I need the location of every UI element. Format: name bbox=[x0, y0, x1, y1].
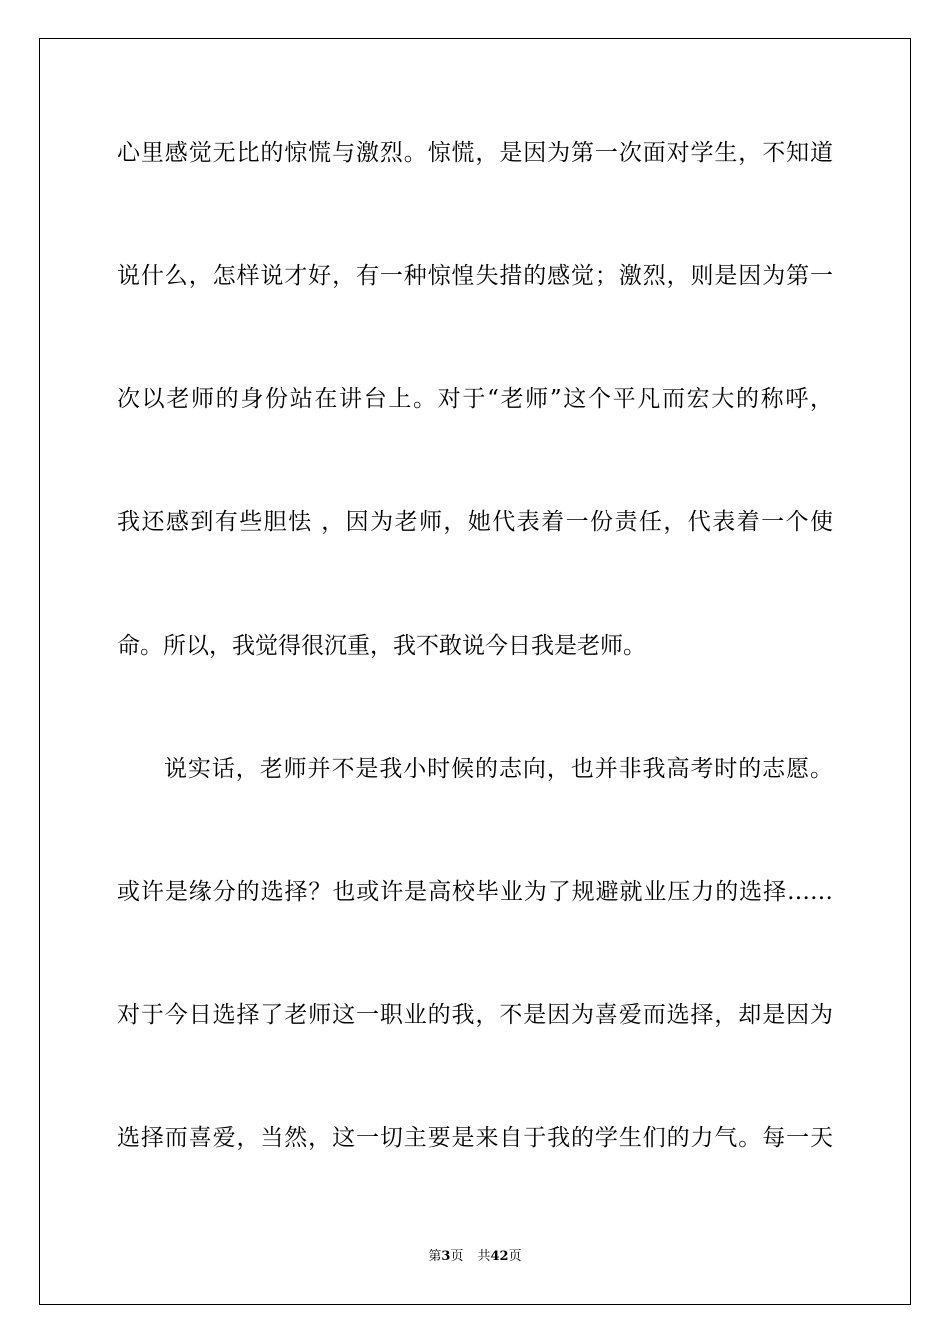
page-suffix: 页 bbox=[450, 1249, 464, 1264]
paragraph-line: 说什么，怎样说才好，有一种惊惶失措的感觉；激烈，则是因为第一 bbox=[117, 263, 833, 289]
page-prefix: 第 bbox=[428, 1249, 442, 1264]
total-prefix: 共 bbox=[477, 1249, 491, 1264]
paragraph-line: 说实话，老师并不是我小时候的志向，也并非我高考时的志愿。 bbox=[164, 756, 833, 782]
total-suffix: 页 bbox=[508, 1249, 522, 1264]
paragraph-line: 我还感到有些胆怯 ，因为老师，她代表着一份责任，代表着一个使 bbox=[117, 509, 833, 535]
page-footer bbox=[0, 1248, 950, 1266]
page-border bbox=[39, 38, 911, 1305]
paragraph-line: 心里感觉无比的惊慌与激烈。惊慌，是因为第一次面对学生，不知道 bbox=[117, 140, 833, 166]
paragraph-line: 次以老师的身份站在讲台上。对于“老师”这个平凡而宏大的称呼， bbox=[117, 386, 833, 412]
paragraph-line: 选择而喜爱，当然，这一切主要是来自于我的学生们的力气。每一天 bbox=[117, 1125, 833, 1151]
paragraph-line: 对于今日选择了老师这一职业的我，不是因为喜爱而选择，却是因为 bbox=[117, 1002, 833, 1028]
paragraph-line: 命。所以，我觉得很沉重，我不敢说今日我是老师。 bbox=[117, 633, 646, 659]
total-pages: 42 bbox=[490, 1249, 509, 1264]
paragraph-line: 或许是缘分的选择？也或许是高校毕业为了规避就业压力的选择…… bbox=[117, 879, 833, 905]
page-number: 3 bbox=[441, 1249, 451, 1264]
